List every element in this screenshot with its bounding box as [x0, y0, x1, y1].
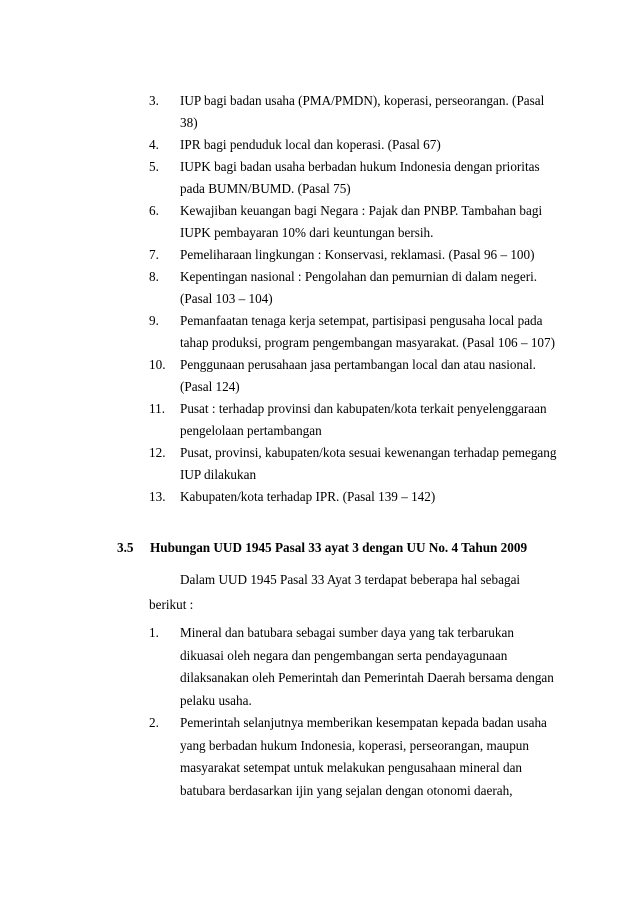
list-item — [0, 90, 560, 134]
list-item-number: 13. — [149, 489, 166, 504]
list-item — [0, 156, 560, 200]
list-item-text: Kabupaten/kota terhadap IPR. (Pasal 139 – 142) — [180, 489, 436, 504]
list-item-number: 1. — [149, 625, 159, 640]
list-item-number: 5. — [149, 159, 159, 174]
list-item-text: Pusat, provinsi, kabupaten/kota sesuai kewenangan terhadap pemegang IUP dilakukan — [180, 445, 557, 482]
list-item-number: 12. — [149, 445, 166, 460]
list-item-text: Pemerintah selanjutnya memberikan kesempatan kepada badan usaha yang berbadan hukum Indonesia, koperasi, perseorangan, maupun masyarakat setempat untuk melakukan pengusahaan mineral dan batubara berdasarkan ijin yang sejalan dengan otonomi daerah, — [180, 715, 547, 798]
numbered-list-top — [0, 90, 638, 508]
list-item-number: 2. — [149, 715, 159, 730]
numbered-list-bottom — [0, 622, 638, 802]
list-item-text: Pemeliharaan lingkungan : Konservasi, reklamasi. (Pasal 96 – 100) — [180, 247, 535, 262]
list-item — [0, 310, 560, 354]
list-item-text: IPR bagi penduduk local dan koperasi. (Pasal 67) — [180, 137, 441, 152]
list-item — [0, 200, 560, 244]
list-item — [0, 398, 560, 442]
list-item-text: Mineral dan batubara sebagai sumber daya yang tak terbarukan dikuasai oleh negara dan pengembangan serta pendayagunaan dilaksanakan oleh Pemerintah dan Pemerintah Daerah bersama dengan pelaku usaha. — [180, 625, 554, 708]
list-item-number: 3. — [149, 93, 159, 108]
list-item — [0, 712, 560, 802]
list-item-number: 8. — [149, 269, 159, 284]
list-item-number: 7. — [149, 247, 159, 262]
list-item-number: 11. — [149, 401, 165, 416]
intro-paragraph: Dalam UUD 1945 Pasal 33 Ayat 3 terdapat beberapa hal sebagai berikut : — [149, 572, 521, 612]
list-item-text: Pemanfaatan tenaga kerja setempat, partisipasi pengusaha local pada tahap produksi, program pengembangan masyarakat. (Pasal 106 – 107) — [180, 313, 556, 350]
section-heading — [117, 537, 527, 559]
section-title: Hubungan UUD 1945 Pasal 33 ayat 3 dengan UU No. 4 Tahun 2009 — [150, 540, 528, 555]
list-item-number: 9. — [149, 313, 159, 328]
list-item — [0, 134, 560, 156]
list-item-number: 4. — [149, 137, 159, 152]
list-item-text: IUPK bagi badan usaha berbadan hukum Indonesia dengan prioritas pada BUMN/BUMD. (Pasal 75) — [180, 159, 540, 196]
list-item — [0, 622, 560, 712]
list-item-text: IUP bagi badan usaha (PMA/PMDN), koperasi, perseorangan. (Pasal 38) — [180, 93, 545, 130]
list-item-text: Penggunaan perusahaan jasa pertambangan local dan atau nasional. (Pasal 124) — [180, 357, 536, 394]
list-item — [0, 486, 560, 508]
list-item-number: 10. — [149, 357, 166, 372]
list-item — [0, 244, 560, 266]
list-item — [0, 442, 560, 486]
list-item-number: 6. — [149, 203, 159, 218]
section-number: 3.5 — [117, 540, 134, 555]
list-item-text: Kepentingan nasional : Pengolahan dan pemurnian di dalam negeri. (Pasal 103 – 104) — [180, 269, 538, 306]
list-item-text: Pusat : terhadap provinsi dan kabupaten/kota terkait penyelenggaraan pengelolaan pertambangan — [180, 401, 547, 438]
list-item — [0, 354, 560, 398]
list-item-text: Kewajiban keuangan bagi Negara : Pajak dan PNBP. Tambahan bagi IUPK pembayaran 10% dari keuntungan bersih. — [180, 203, 543, 240]
list-item — [0, 266, 560, 310]
